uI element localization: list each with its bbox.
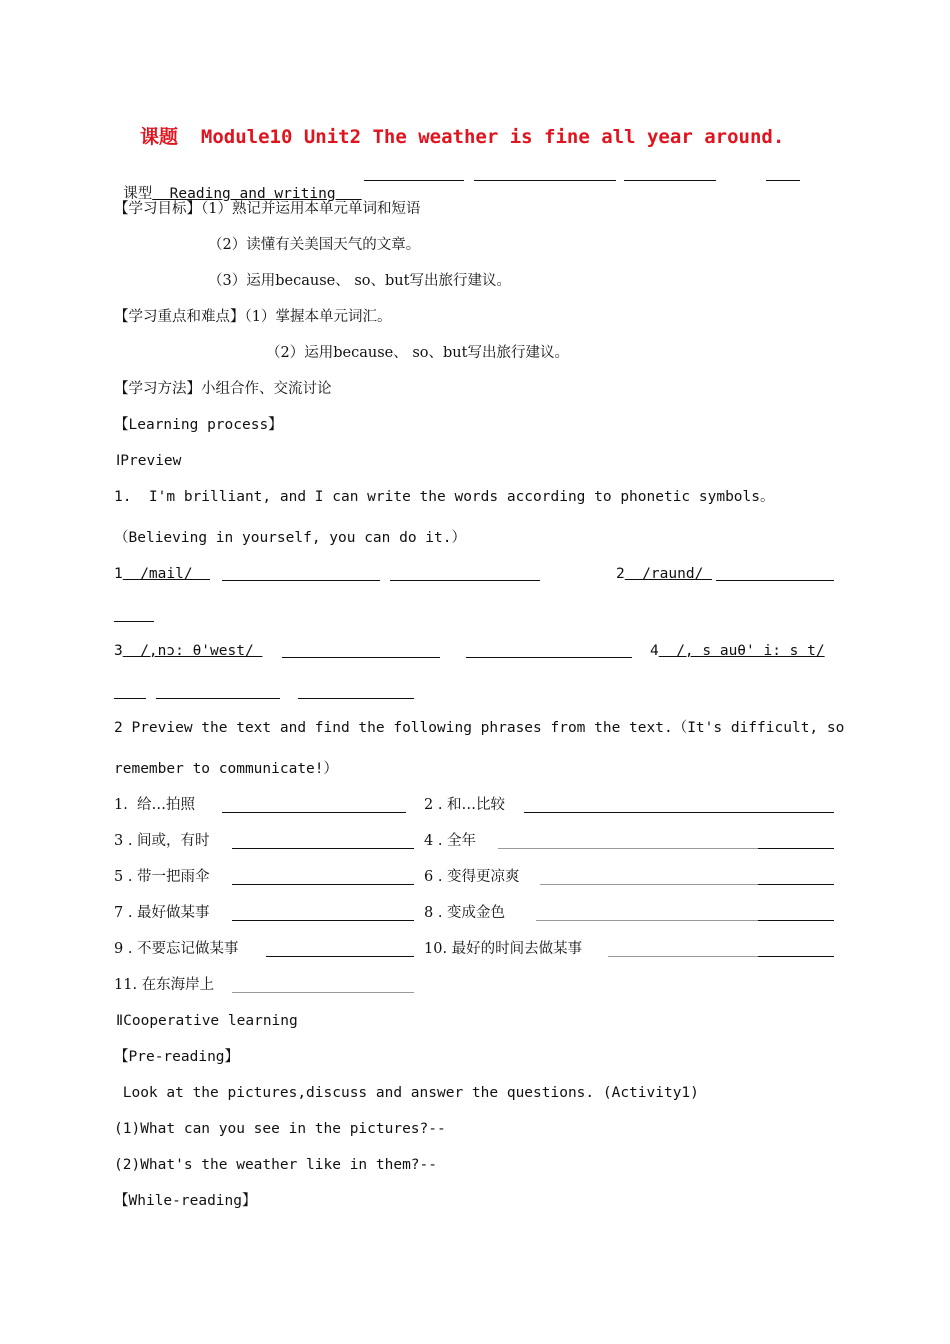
page-title: 课题 Module10 Unit2 The weather is fine all year around. — [140, 126, 785, 148]
answer-blank — [114, 698, 146, 699]
answer-blank — [156, 698, 280, 699]
phonetic-item-4: 4 /, s auθ' i: s t/ — [650, 643, 825, 659]
answer-blank — [758, 884, 834, 885]
phonetic-item-2: 2 /raund/ — [616, 566, 713, 582]
phonetic-item-3: 3 /,nɔ: θ'west/ — [114, 643, 263, 659]
pre-reading-instruction: Look at the pictures,discuss and answer the questions. (Activity1) — [114, 1085, 699, 1101]
answer-blank — [524, 812, 834, 813]
preview-task-1-note: （Believing in yourself, you can do it.） — [114, 530, 467, 546]
lesson-type-row — [114, 164, 362, 204]
objective-item: （1）熟记并运用本单元单词和短语 — [201, 201, 421, 217]
answer-blank — [758, 848, 834, 849]
phrase-item: 4 . 全年 — [424, 833, 477, 849]
answer-blank — [266, 956, 414, 957]
lesson-type-value: Reading and writing — [152, 186, 362, 202]
answer-blank — [298, 698, 414, 699]
objective-item: （3）运用because、 so、but写出旅行建议。 — [208, 273, 511, 289]
blank-line — [624, 180, 716, 181]
answer-blank — [498, 848, 758, 849]
answer-blank — [536, 920, 758, 921]
preview-task-2: 2 Preview the text and find the following phrases from the text.（It's difficult, so — [114, 720, 845, 736]
objective-item: （2）读懂有关美国天气的文章。 — [208, 237, 421, 253]
phonetic-symbol: /raund/ — [624, 566, 713, 582]
phrase-item: 7 . 最好做某事 — [114, 905, 210, 921]
pre-reading-heading: 【Pre-reading】 — [114, 1049, 240, 1065]
answer-blank — [232, 992, 414, 993]
phrase-item: 8 . 变成金色 — [424, 905, 506, 921]
question-2: (2)What's the weather like in them?-- — [114, 1157, 438, 1173]
phrase-item: 10. 最好的时间去做某事 — [424, 941, 583, 957]
answer-blank — [222, 812, 406, 813]
answer-blank — [758, 920, 834, 921]
phrase-item: 6 . 变得更凉爽 — [424, 869, 520, 885]
phrase-item: 5 . 带一把雨伞 — [114, 869, 210, 885]
preview-task-2-cont: remember to communicate!） — [114, 761, 339, 777]
answer-blank — [390, 580, 540, 581]
answer-blank — [232, 848, 414, 849]
blank-line — [766, 180, 800, 181]
phonetic-symbol: /, s auθ' i: s t/ — [658, 643, 825, 659]
preview-task-1: 1. I'm brilliant, and I can write the words according to phonetic symbols。 — [114, 489, 775, 505]
answer-blank — [282, 657, 440, 658]
key-point-item: （2）运用because、 so、but写出旅行建议。 — [266, 345, 569, 361]
phonetic-item-1: 1 /mail/ — [114, 566, 211, 582]
answer-blank — [222, 580, 380, 581]
answer-blank — [716, 580, 834, 581]
phrase-item: 9 . 不要忘记做某事 — [114, 941, 239, 957]
answer-blank — [232, 884, 414, 885]
lesson-type-label: 课型 — [123, 186, 153, 202]
phrase-item: 2 . 和…比较 — [424, 797, 506, 813]
answer-blank — [114, 621, 154, 622]
objectives-heading: 【学习目标】 — [114, 201, 201, 217]
key-points-row-1 — [114, 307, 391, 327]
blank-line — [474, 180, 616, 181]
phonetic-symbol: /mail/ — [122, 566, 211, 582]
method-heading: 【学习方法】 — [114, 381, 201, 397]
answer-blank — [758, 956, 834, 957]
preview-heading: ⅠPreview — [116, 453, 182, 469]
phonetic-symbol: /,nɔ: θ'west/ — [122, 643, 263, 659]
answer-blank — [232, 920, 414, 921]
phrase-item: 1. 给…拍照 — [114, 797, 196, 813]
objectives-row-1 — [114, 199, 420, 219]
key-points-heading: 【学习重点和难点】 — [114, 309, 245, 325]
question-1: (1)What can you see in the pictures?-- — [114, 1121, 446, 1137]
method-row — [114, 379, 332, 399]
phrase-item: 3 . 间或，有时 — [114, 833, 210, 849]
while-reading-heading: 【While-reading】 — [114, 1193, 257, 1209]
answer-blank — [466, 657, 632, 658]
phrase-item: 11. 在东海岸上 — [114, 977, 215, 993]
key-point-item: （1）掌握本单元词汇。 — [244, 309, 392, 325]
cooperative-heading: ⅡCooperative learning — [116, 1013, 298, 1029]
answer-blank — [540, 884, 758, 885]
answer-blank — [608, 956, 758, 957]
learning-process-heading: 【Learning process】 — [114, 417, 283, 433]
blank-line — [364, 180, 464, 181]
method-text: 小组合作、交流讨论 — [201, 381, 332, 397]
